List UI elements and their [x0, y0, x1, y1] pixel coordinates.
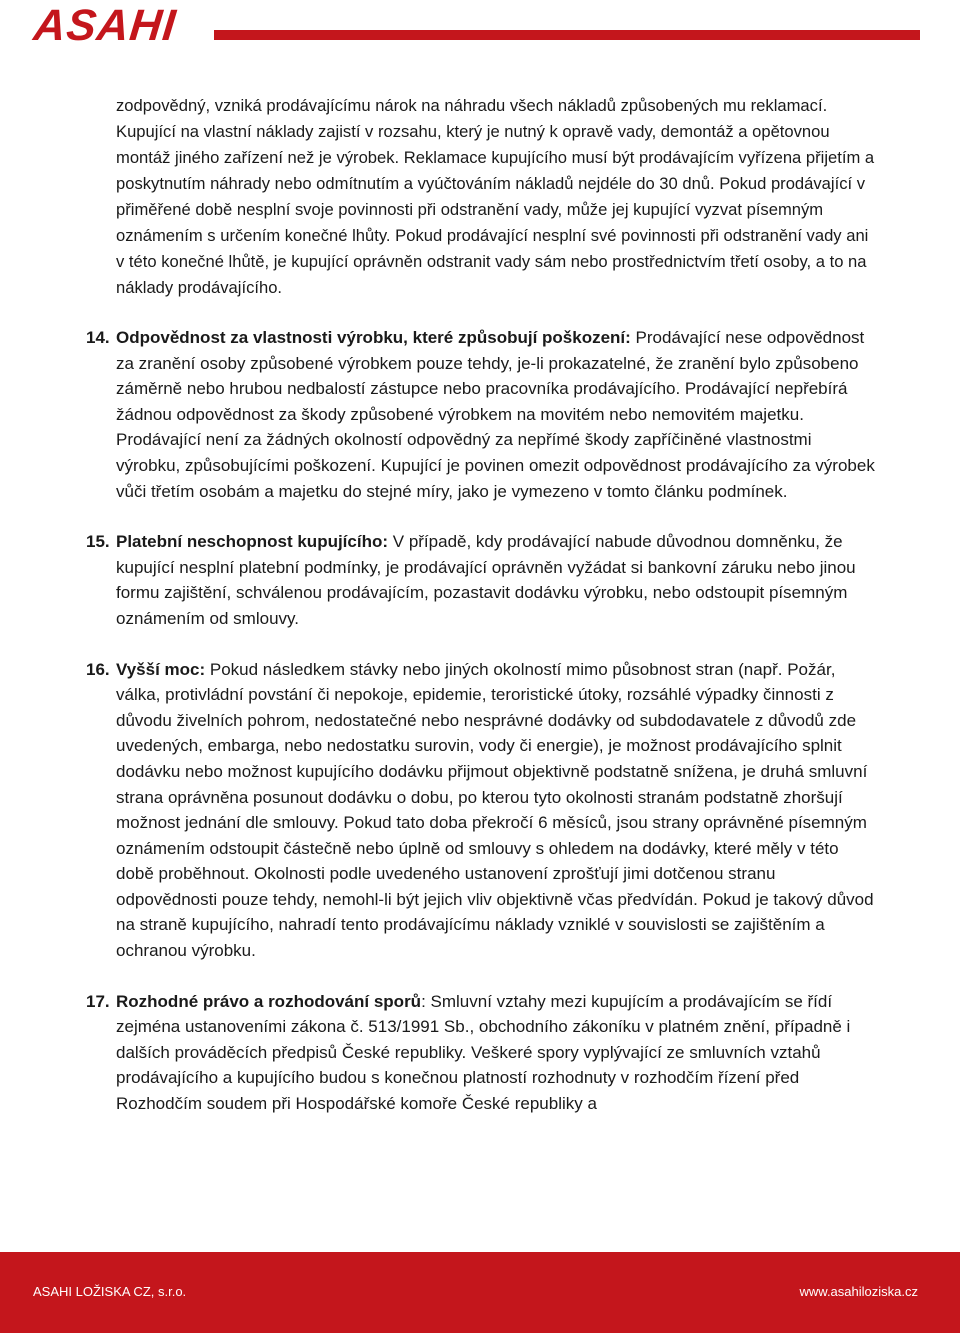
section-16 — [86, 657, 876, 964]
section-14 — [86, 325, 876, 504]
section-title: Rozhodné právo a rozhodování sporů — [116, 991, 422, 1011]
section-body: : Smluvní vztahy mezi kupujícím a prodávajícím se řídí zejména ustanoveními zákona č. 513/1991 Sb., obchodního zákoníku v platném znění, případně i dalších prováděcích předpisů České republiky. Veškeré spory vyplývající ze smluvních vztahů prodávajícího a kupujícího budou s konečnou platností rozhodnuty v rozhodčím řízení před Rozhodčím soudem při Hospodářské komoře České republiky a — [116, 991, 851, 1114]
section-15 — [86, 529, 876, 631]
asahi-logo: ASAHI — [31, 1, 179, 50]
footer-website-link[interactable]: www.asahiloziska.cz — [799, 1284, 918, 1299]
page-header — [0, 0, 960, 60]
section-number: 14. — [86, 328, 110, 347]
document-body — [86, 93, 876, 1117]
header-rule — [214, 30, 920, 40]
section-number: 17. — [86, 991, 110, 1011]
section-body: V případě, kdy prodávající nabude důvodnou domněnku, že kupující nesplní platební podmínky, je prodávající oprávněn vyžádat si bankovní záruku nebo jinou formu zajištění, schválenou prodávajícím, pozastavit dodávku výrobku, nebo odstoupit písemným oznámením od smlouvy. — [116, 532, 856, 628]
section-title: Vyšší moc: — [116, 659, 206, 679]
intro-paragraph: zodpovědný, vzniká prodávajícímu nárok na náhradu všech nákladů způsobených mu reklamací. Kupující na vlastní náklady zajistí v rozsahu, který je nutný k opravě vady, demontáž a opětovnou montáž jiného zařízení než je výrobek. Reklamace kupujícího musí být prodávajícím vyřízena přijetím a poskytnutím náhrady nebo odmítnutím a vyúčtováním nákladů nejdéle do 30 dnů. Pokud prodávající v přiměřené době nesplní svoje povinnosti při odstranění vady, může jej kupující vyzvat písemným oznámením s určením konečné lhůty. Pokud prodávající nesplní své povinnosti při odstranění vady ani v této konečné lhůtě, je kupující oprávněn odstranit vady sám nebo prostřednictvím třetí osoby, a to na náklady prodávajícího. — [116, 96, 875, 297]
section-title: Platební neschopnost kupujícího: — [116, 532, 389, 552]
section-number: 15. — [86, 532, 110, 552]
section-body: Pokud následkem stávky nebo jiných okolností mimo působnost stran (např. Požár, válka, protivládní povstání či nepokoje, epidemie, teroristické útoky, rozsáhlé výpadky činnosti z důvodu živelních pohrom, nedostatečné nebo nesprávné dodávky od subdodavatele z důvodů zde uvedených, embarga, nebo nedostatku surovin, vody či energie), je možnost prodávajícího splnit dodávku nebo možnost kupujícího dodávku přijmout objektivně podstatně snížena, je druhá smluvní strana oprávněna posunout dodávku o dobu, po kterou tyto okolnosti stranám podstatně zhoršují možnost jednání dle smlouvy. Pokud tato doba překročí 6 měsíců, jsou strany oprávněné písemným oznámením odstoupit částečně nebo úplně od smlouvy s ohledem na dodávky, které měly v této době proběhnout. Okolnosti podle uvedeného ustanovení zprošťují jimi dotčenou stranu odpovědnosti pouze tehdy, nemohl-li být jejich vliv objektivně včas předvídán. Pokud je takový důvod na straně kupujícího, nahradí tento prodávajícímu náklady vzniklé v souvislosti se zajištěním a ochranou výrobku. — [116, 659, 874, 961]
section-number: 16. — [86, 659, 110, 679]
page-footer — [0, 1252, 960, 1333]
section-title: Odpovědnost za vlastnosti výrobku, které způsobují poškození: — [116, 328, 631, 347]
section-body: Prodávající nese odpovědnost za zranění osoby způsobené výrobkem pouze tehdy, je-li prokazatelné, že zranění bylo způsobeno záměrně nebo hrubou nedbalostí zástupce nebo pracovníka prodávajícího. Prodávající nepřebírá žádnou odpovědnost za škody způsobené výrobkem na movitém nebo nemovitém majetku. Prodávající není za žádných okolností odpovědný za nepřímé škody zapříčiněné vlastnostmi výrobku, způsobujícími poškození. Kupující je povinen omezit odpovědnost prodávajícího za výrobek vůči třetím osobám a majetku do stejné míry, jako je vymezeno v tomto článku podmínek. — [116, 328, 875, 501]
section-17 — [86, 989, 876, 1117]
footer-company: ASAHI LOŽISKA CZ, s.r.o. — [33, 1284, 187, 1299]
